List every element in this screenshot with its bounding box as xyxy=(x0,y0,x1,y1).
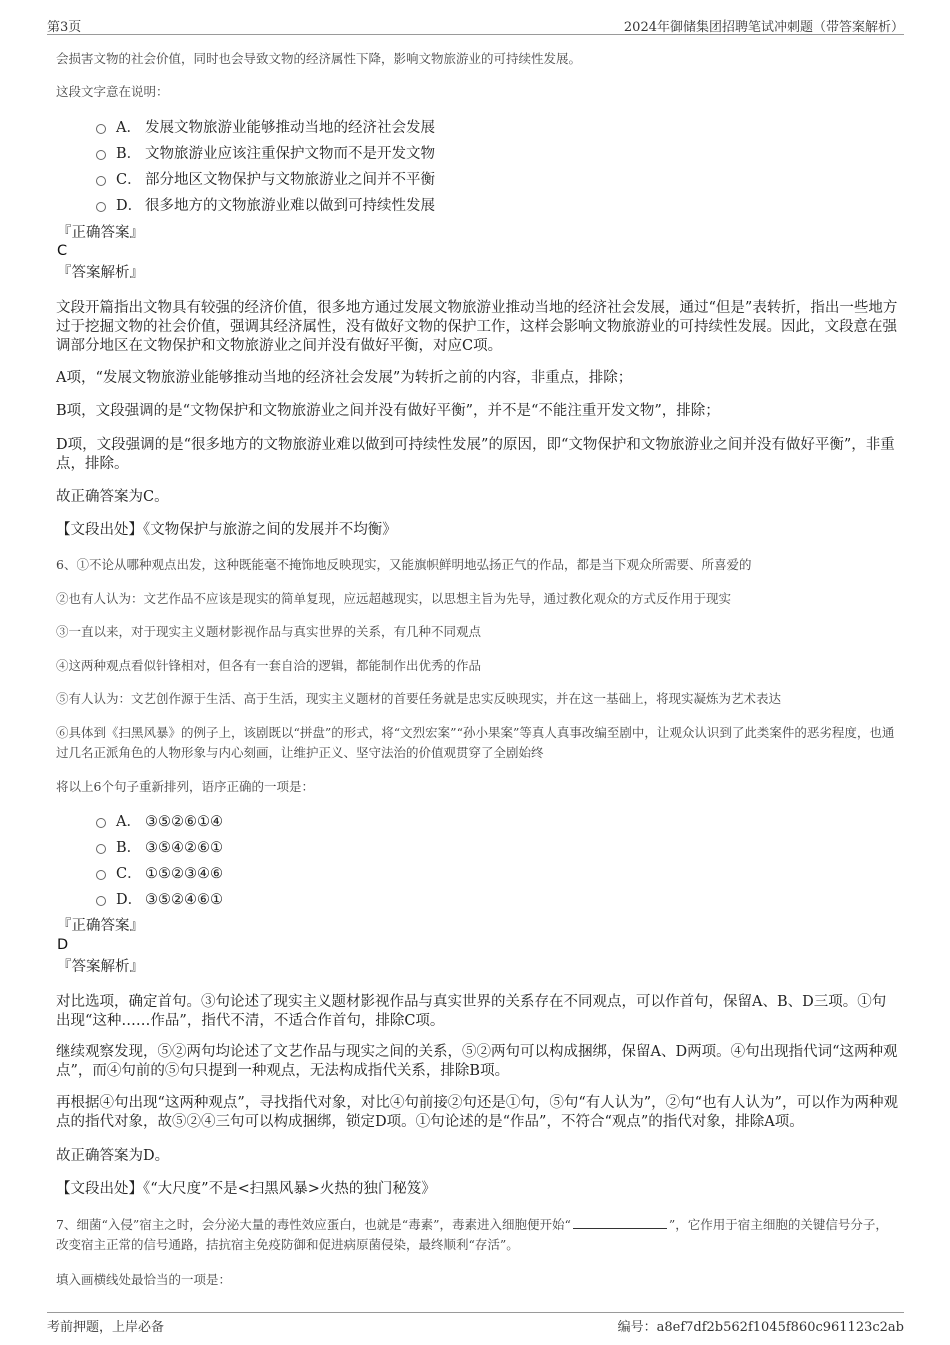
page-header xyxy=(47,14,904,35)
q6-analysis-p3: 再根据④句出现“这两种观点”，寻找指代对象，对比④句前接②句还是①句，⑤句“有人认为”，②句“也有人认为”，可以作为两种观点的指代对象，故⑤②④三句可以构成捆绑，锁定D项。①句论述的是“作品”，不符合“观点”的指代对象，排除A项。 xyxy=(56,1095,898,1130)
radio-icon[interactable] xyxy=(96,818,106,828)
q6-answer-label: 『正确答案』 xyxy=(57,918,144,934)
q6-sentence-2: ②也有人认为：文艺作品不应该是现实的简单复现，应远超越现实，以思想主旨为先导，通过教化观众的方式反作用于现实 xyxy=(56,591,732,606)
q6-source: 【文段出处】《“大尺度”不是<扫黑风暴>火热的独门秘笈》 xyxy=(56,1181,436,1197)
q7-prompt: 填入画横线处最恰当的一项是： xyxy=(56,1272,232,1287)
radio-icon[interactable] xyxy=(96,150,106,160)
q5-analysis-p2: A项，“发展文物旅游业能够推动当地的经济社会发展”为转折之前的内容，非重点，排除； xyxy=(56,370,633,386)
radio-icon[interactable] xyxy=(96,202,106,212)
page-footer xyxy=(47,1312,904,1335)
q5-option-b[interactable]: B． 文物旅游业应该注重保护文物而不是开发文物 xyxy=(96,144,435,164)
q5-passage-continuation: 会损害文物的社会价值，同时也会导致文物的经济属性下降，影响文物旅游业的可持续性发展。 xyxy=(56,51,582,66)
q5-analysis-p3: B项，文段强调的是“文物保护和文物旅游业之间并没有做好平衡”，并不是“不能注重开发文物”，排除； xyxy=(56,403,720,419)
q5-analysis-label: 『答案解析』 xyxy=(57,265,144,281)
document-title: 2024年御储集团招聘笔试冲刺题（带答案解析） xyxy=(623,20,904,35)
q5-prompt: 这段文字意在说明： xyxy=(56,84,169,99)
q6-option-a[interactable]: A． ③⑤②⑥①④ xyxy=(96,812,223,832)
radio-icon[interactable] xyxy=(96,844,106,854)
footer-slogan: 考前押题，上岸必备 xyxy=(47,1320,165,1335)
radio-icon[interactable] xyxy=(96,124,106,134)
q5-option-d[interactable]: D． 很多地方的文物旅游业难以做到可持续性发展 xyxy=(96,196,435,216)
q5-answer: C xyxy=(57,243,68,259)
q6-option-b[interactable]: B． ③⑤④②⑥① xyxy=(96,838,223,858)
q5-analysis-p1: 文段开篇指出文物具有较强的经济价值，很多地方通过发展文物旅游业推动当地的经济社会发展，通过“但是”表转折，指出一些地方过于挖掘文物的社会价值，强调其经济属性，没有做好文物的保护工作，这样会影响文物旅游业的可持续性发展。因此，文段意在强调部分地区在文物保护和文物旅游业之间并没有做好平衡，对应C项。 xyxy=(56,300,898,354)
q6-analysis-p2: 继续观察发现，⑤②两句均论述了文艺作品与现实之间的关系，⑤②两句可以构成捆绑，保留A、D两项。④句出现指代词“这两种观点”，而④句前的⑤句只提到一种观点，无法构成指代关系，排除B项。 xyxy=(56,1044,898,1079)
q5-analysis-p4: D项，文段强调的是“很多地方的文物旅游业难以做到可持续性发展”的原因，即“文物保护和文物旅游业之间并没有做好平衡”，非重点，排除。 xyxy=(56,437,895,472)
q5-option-c[interactable]: C． 部分地区文物保护与文物旅游业之间并不平衡 xyxy=(96,170,435,190)
q6-option-d[interactable]: D． ③⑤②④⑥① xyxy=(96,890,223,910)
fill-blank[interactable] xyxy=(573,1215,667,1229)
q6-sentence-3: ③一直以来，对于现实主义题材影视作品与真实世界的关系，有几种不同观点 xyxy=(56,624,482,639)
q6-prompt: 将以上6个句子重新排列，语序正确的一项是： xyxy=(56,779,314,794)
q5-answer-label: 『正确答案』 xyxy=(57,225,144,241)
page-number: 第3页 xyxy=(47,20,82,35)
document-id: 编号：a8ef7df2b562f1045f860c961123c2ab xyxy=(617,1320,904,1335)
q7-stem: 7、细菌“入侵”宿主之时，会分泌大量的毒性效应蛋白，也就是“毒素”，毒素进入细胞便开始“ ”，它作用于宿主细胞的关键信号分子，改变宿主正常的信号通路，拮抗宿主免疫防御和促进病原菌侵染，最终顺利“存活”。 xyxy=(56,1217,888,1252)
q5-conclusion: 故正确答案为C。 xyxy=(56,489,169,505)
q6-analysis-p1: 对比选项，确定首句。③句论述了现实主义题材影视作品与真实世界的关系存在不同观点，可以作首句，保留A、B、D三项。①句出现“这种……作品”，指代不清，不适合作首句，排除C项。 xyxy=(56,994,887,1029)
q6-sentence-6: ⑥具体到《扫黑风暴》的例子上，该剧既以“拼盘”的形式，将“文烈宏案”“孙小果案”等真人真事改编至剧中，让观众认识到了此类案件的恶劣程度，也通过几名正派角色的人物形象与内心刻画，让维护正义、坚守法治的价值观贯穿了全剧始终 xyxy=(56,725,895,760)
q6-sentence-1: 6、①不论从哪种观点出发，这种既能毫不掩饰地反映现实，又能旗帜鲜明地弘扬正气的作品，都是当下观众所需要、所喜爱的 xyxy=(56,557,752,572)
q6-option-c[interactable]: C． ①⑤②③④⑥ xyxy=(96,864,223,884)
q5-option-a[interactable]: A． 发展文物旅游业能够推动当地的经济社会发展 xyxy=(96,118,435,138)
q6-sentence-4: ④这两种观点看似针锋相对，但各有一套自洽的逻辑，都能制作出优秀的作品 xyxy=(56,658,482,673)
radio-icon[interactable] xyxy=(96,896,106,906)
q6-answer: D xyxy=(57,937,69,953)
q6-conclusion: 故正确答案为D。 xyxy=(56,1148,170,1164)
q6-sentence-5: ⑤有人认为：文艺创作源于生活、高于生活，现实主义题材的首要任务就是忠实反映现实，并在这一基础上，将现实凝炼为艺术表达 xyxy=(56,691,782,706)
radio-icon[interactable] xyxy=(96,870,106,880)
radio-icon[interactable] xyxy=(96,176,106,186)
q5-source: 【文段出处】《文物保护与旅游之间的发展并不均衡》 xyxy=(56,522,397,538)
q6-analysis-label: 『答案解析』 xyxy=(57,959,144,975)
